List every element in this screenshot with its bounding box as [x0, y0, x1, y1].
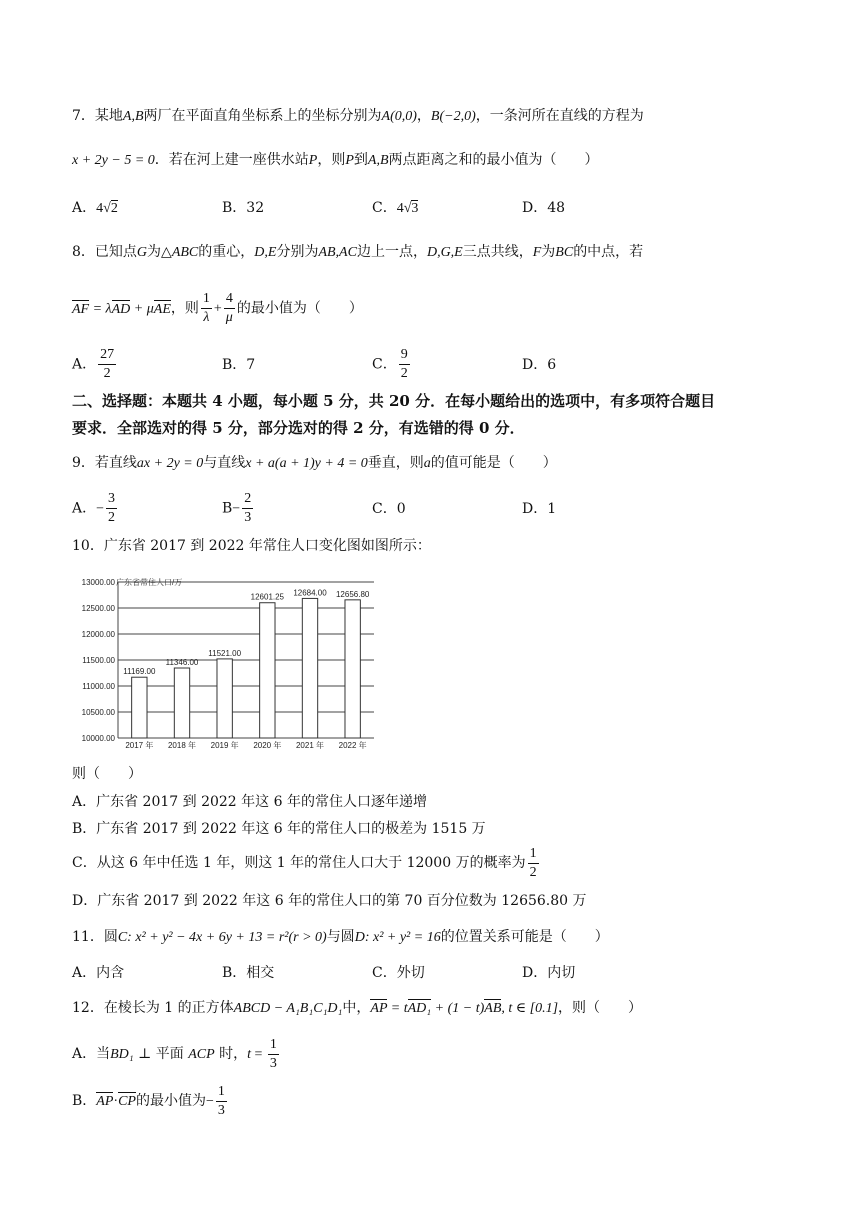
q7-option-a[interactable]: A．4√2 — [72, 200, 118, 216]
x-tick-label: 2018 年 — [167, 741, 197, 750]
x-tick-label: 2022 年 — [338, 741, 367, 750]
q10-then: 则（ ） — [72, 766, 142, 782]
chart-grid — [118, 582, 374, 738]
q8-number: 8． — [72, 244, 95, 260]
section-heading: 二、选择题：本题共 4 小题，每小题 5 分，共 20 分．在每小题给出的选项中，有多项符合题目 — [72, 392, 716, 410]
q11-option-a[interactable]: A．内含 — [72, 965, 125, 981]
y-tick-label: 10000.00 — [81, 734, 115, 743]
y-tick-label: 11500.00 — [82, 656, 115, 665]
bar — [132, 677, 147, 738]
q7-line2: x + 2y − 5 = 0．若在河上建一座供水站P，则P到A,B两点距离之和的最小值为（ ） — [72, 152, 599, 168]
q8-option-a[interactable]: A． $\frac{27}{2}$ — [72, 347, 115, 381]
bar — [302, 598, 317, 738]
x-axis-ticks — [125, 740, 366, 750]
bar — [174, 668, 189, 738]
q11-option-d[interactable]: D．内切 — [522, 965, 576, 981]
y-tick-label: 11000.00 — [82, 682, 115, 691]
x-tick-label: 2019 年 — [210, 741, 239, 750]
q9-option-a[interactable]: A．− $\frac{3}{2}$ — [72, 491, 116, 525]
q7-option-c[interactable]: C．4√3 — [372, 200, 419, 216]
q11-option-c[interactable]: C．外切 — [372, 965, 425, 981]
chart-bars — [132, 598, 361, 738]
fraction: $\frac{4}{\mu}$ — [225, 291, 233, 325]
q10-option-c[interactable]: C．从这 6 年中任选 1 年，则这 1 年的常住人口大于 12000 万的概率为 $\frac{1}{2}$ — [72, 845, 537, 880]
x-tick-label: 2021 年 — [295, 741, 325, 750]
bar-value-label: 11346.00 — [165, 658, 199, 668]
q12-option-a[interactable]: A．当BD₁ ⊥ 平面 ACP 时，t = $\frac{1}{3}$ — [72, 1036, 277, 1071]
bar — [217, 659, 232, 738]
x-tick-label: 2020 年 — [253, 741, 282, 750]
q8-option-b[interactable]: B．7 — [222, 357, 256, 373]
y-tick-label: 12500.00 — [81, 604, 115, 613]
y-tick-label: 13000.00 — [81, 578, 115, 587]
q11-line1: 11．圆C: x² + y² − 4x + 6y + 13 = r²(r > 0)与圆D: x² + y² = 16的位置关系可能是（ ） — [72, 929, 609, 945]
q10-stem: 10．广东省 2017 到 2022 年常住人口变化图如图所示： — [72, 538, 431, 554]
fraction: $\frac{1}{\lambda}$ — [202, 291, 210, 325]
bar-value-label: 12601.25 — [250, 592, 285, 602]
q7-option-d[interactable]: D．48 — [522, 200, 566, 216]
bar — [345, 600, 360, 738]
q9-option-c[interactable]: C．0 — [372, 501, 406, 517]
y-axis-ticks — [82, 578, 116, 743]
y-tick-label: 12000.00 — [81, 630, 115, 639]
q12-option-b[interactable]: B．AP·CP的最小值为− $\frac{1}{3}$ — [72, 1083, 225, 1118]
q7-line1: 7．某地A,B两厂在平面直角坐标系上的坐标分别为A(0,0)，B(−2,0)，一条河所在直线的方程为 — [72, 108, 644, 124]
x-tick-label: 2017 年 — [125, 741, 154, 750]
q9-option-b[interactable]: B− $\frac{2}{3}$ — [222, 491, 252, 525]
bar-value-labels — [123, 588, 370, 676]
bar-value-label: 12684.00 — [293, 588, 327, 598]
q11-option-b[interactable]: B．相交 — [222, 965, 275, 981]
q10-option-b[interactable]: B．广东省 2017 到 2022 年这 6 年的常住人口的极差为 1515 万 — [72, 821, 486, 837]
section-heading-line2: 要求．全部选对的得 5 分，部分选对的得 2 分，有选错的得 0 分． — [72, 419, 525, 437]
chart-title: 广东省常住人口/万 — [116, 578, 183, 587]
q8-option-c[interactable]: C． $\frac{9}{2}$ — [372, 347, 408, 381]
y-tick-label: 10500.00 — [81, 708, 115, 717]
bar-value-label: 11169.00 — [123, 667, 156, 677]
q8-option-d[interactable]: D．6 — [522, 357, 557, 373]
q9-line1: 9．若直线ax + 2y = 0与直线x + a(a + 1)y + 4 = 0垂直，则a的值可能是（ ） — [72, 455, 557, 471]
q7-number: 7． — [72, 108, 95, 124]
q10-option-a[interactable]: A．广东省 2017 到 2022 年这 6 年的常住人口逐年递增 — [72, 794, 427, 810]
q8-line2: AF = λAD + μAE，则 $\frac{1}{\lambda}$ + $\frac{4}{\mu}$ 的最小值为（ ） — [72, 291, 363, 325]
q12-line1: 12．在棱长为 1 的正方体ABCD − A₁B₁C₁D₁中，AP = tAD₁ + (1 − t)AB, t ∈ [0.1]，则（ ） — [72, 1000, 643, 1016]
bar-value-label: 12656.80 — [335, 589, 370, 599]
q9-option-d[interactable]: D．1 — [522, 501, 557, 517]
bar — [260, 603, 275, 738]
q8-line1: 8．已知点G为△ABC的重心，D,E分别为AB,AC边上一点，D,G,E三点共线，F为BC的中点，若 — [72, 244, 644, 260]
q10-option-d[interactable]: D．广东省 2017 到 2022 年这 6 年的常住人口的第 70 百分位数为 12656.80 万 — [72, 893, 587, 909]
q7-option-b[interactable]: B．32 — [222, 200, 265, 216]
bar-value-label: 11521.00 — [208, 648, 242, 658]
population-bar-chart — [72, 572, 382, 760]
